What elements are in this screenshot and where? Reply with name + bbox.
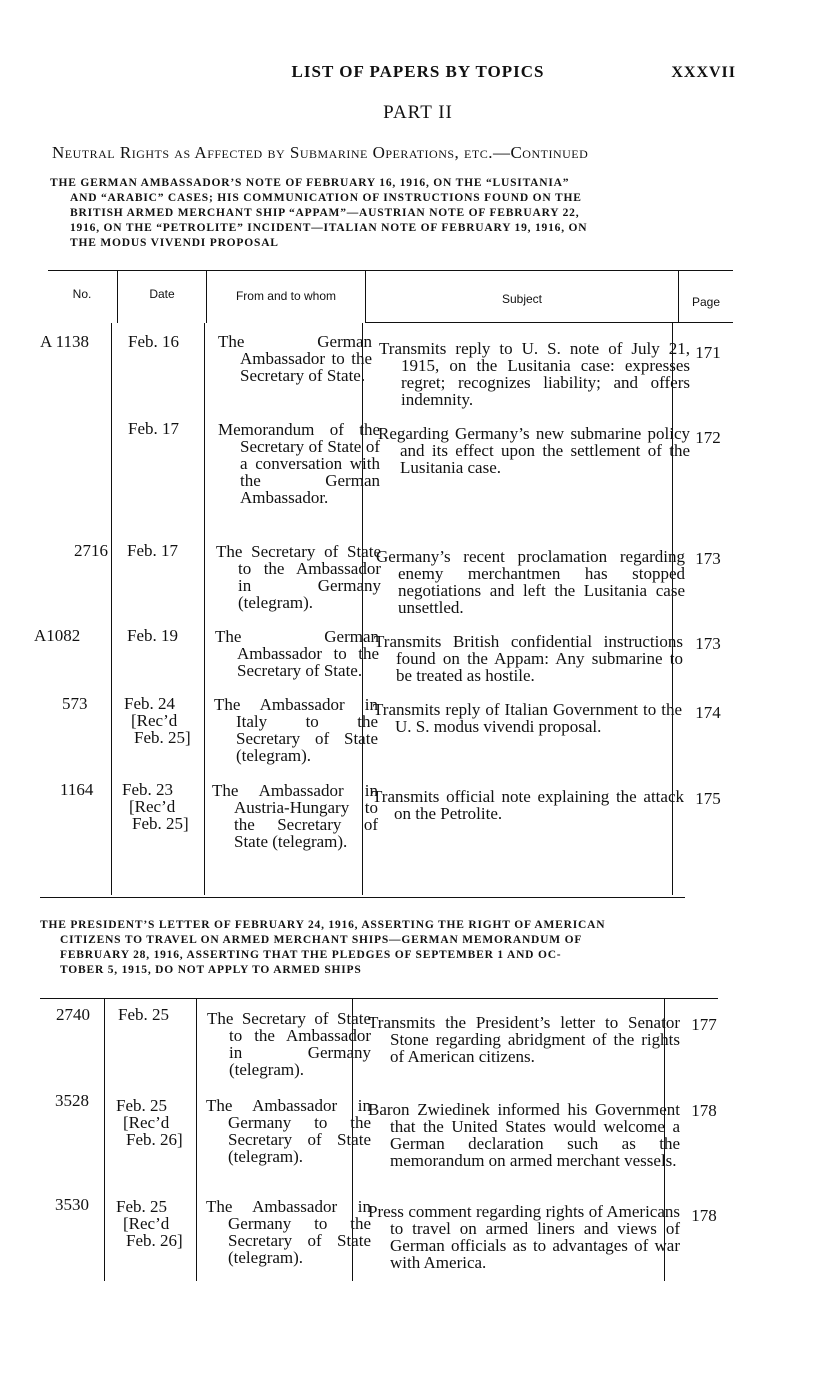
table-col-divider — [111, 323, 112, 895]
row-page: 173 — [695, 634, 721, 653]
received-line: [Rec’d — [123, 1214, 170, 1233]
section-heading-line: THE MODUS VIVENDI PROPOSAL — [70, 237, 279, 249]
row-date: Feb. 19 — [127, 626, 178, 645]
row-subject: Baron Zwiedinek informed his Government that the United States would welcome a German declaration such as the memorandum on armed merchant vessels. — [368, 1100, 680, 1170]
table-rule-top — [40, 998, 718, 999]
row-from: The Ambassador in Germany to the Secretary of State (telegram). — [206, 1096, 371, 1166]
col-header-from: From and to whom — [235, 289, 337, 303]
row-page: 172 — [695, 428, 721, 447]
row-subject: Regarding Germany’s new submarine policy and its effect upon the settlement of the Lusitania case. — [378, 424, 690, 477]
col-header-page: Page — [691, 295, 721, 309]
row-no: 2740 — [56, 1005, 90, 1024]
row-subject: Transmits reply of Italian Government to the U. S. modus vivendi proposal. — [373, 700, 682, 736]
row-from: The Ambassador in Italy to the Secretary of State (telegram). — [214, 695, 378, 765]
table-col-divider — [196, 999, 197, 1281]
topic-heading: Neutral Rights as Affected by Submarine Operations, etc.—Continued — [52, 143, 589, 162]
section-heading-line: BRITISH ARMED MERCHANT SHIP “APPAM”—AUSTRIAN NOTE OF FEBRUARY 22, — [70, 207, 580, 219]
date-line: Feb. 24 — [124, 694, 175, 713]
row-date — [116, 1097, 196, 1148]
col-header-date: Date — [149, 287, 175, 301]
table-rule-top — [48, 270, 733, 271]
row-date: Feb. 16 — [128, 332, 179, 351]
row-date — [122, 781, 202, 832]
received-line: [Rec’d — [131, 711, 178, 730]
section-heading-line: TOBER 5, 1915, DO NOT APPLY TO ARMED SHIPS — [60, 964, 362, 976]
row-no: 573 — [62, 694, 88, 713]
date-line: Feb. 25 — [116, 1197, 167, 1216]
part-heading: PART II — [383, 102, 453, 123]
section-heading-line: THE GERMAN AMBASSADOR’S NOTE OF FEBRUARY 16, 1916, ON THE “LUSITANIA” — [50, 177, 570, 189]
running-title: LIST OF PAPERS BY TOPICS — [291, 62, 545, 81]
row-subject: Transmits official note explaining the attack on the Petrolite. — [372, 787, 684, 823]
row-from: The Secretary of State to the Ambassador in Germany (telegram). — [207, 1009, 371, 1079]
section-heading-line: THE PRESIDENT’S LETTER OF FEBRUARY 24, 1916, ASSERTING THE RIGHT OF AMERICAN — [40, 919, 606, 931]
received-line: [Rec’d — [123, 1113, 170, 1132]
date-line: Feb. 25 — [116, 1096, 167, 1115]
table-rule-bottom — [40, 897, 685, 898]
received-line: Feb. 26] — [126, 1130, 183, 1149]
row-subject: Germany’s recent proclamation regarding enemy merchantmen has stopped negotiations and left the Lusitania case unsettled. — [376, 547, 685, 617]
date-line: Feb. 23 — [122, 780, 173, 799]
page-numeral: XXXVII — [671, 64, 736, 81]
table-col-divider — [104, 999, 105, 1281]
row-from: The Ambassador in Germany to the Secretary of State (telegram). — [206, 1197, 371, 1267]
row-from: The Secretary of State to the Ambassador in Germany (telegram). — [216, 542, 381, 612]
col-header-no: No. — [72, 287, 92, 301]
row-from: The German Ambassador to the Secretary of State. — [215, 627, 379, 680]
row-no: A1082 — [34, 626, 81, 645]
row-no: 2716 — [74, 541, 108, 560]
row-date — [124, 695, 204, 746]
section-heading-line: AND “ARABIC” CASES; HIS COMMUNICATION OF INSTRUCTIONS FOUND ON THE — [70, 192, 582, 204]
row-date: Feb. 25 — [118, 1005, 169, 1024]
col-header-subject: Subject — [501, 292, 543, 306]
section1-heading — [50, 176, 730, 251]
row-date — [116, 1198, 196, 1249]
row-subject: Transmits the President’s letter to Senator Stone regarding abridgment of the rights of American citizens. — [368, 1013, 680, 1066]
row-page: 178 — [691, 1206, 717, 1225]
row-subject: Transmits British confidential instructions found on the Appam: Any submarine to be treated as hostile. — [374, 632, 683, 685]
row-date: Feb. 17 — [127, 541, 178, 560]
row-from: The Ambassador in Austria-Hungary to the Secretary of State (telegram). — [212, 781, 378, 851]
row-page: 174 — [695, 703, 721, 722]
section2-heading — [40, 918, 730, 978]
row-page: 171 — [695, 343, 721, 362]
row-page: 173 — [695, 549, 721, 568]
row-subject: Press comment regarding rights of Americans to travel on armed liners and views of German officials as to advantages of war with America. — [368, 1202, 680, 1272]
section-heading-line: FEBRUARY 28, 1916, ASSERTING THAT THE PLEDGES OF SEPTEMBER 1 AND OC- — [60, 949, 562, 961]
row-no: 3528 — [55, 1091, 89, 1110]
section-heading-line: 1916, ON THE “PETROLITE” INCIDENT—ITALIAN NOTE OF FEBRUARY 19, 1916, ON — [70, 222, 588, 234]
row-page: 175 — [695, 789, 721, 808]
received-line: Feb. 26] — [126, 1231, 183, 1250]
row-no: 3530 — [55, 1195, 89, 1214]
row-no: 1164 — [60, 780, 94, 799]
received-line: [Rec’d — [129, 797, 176, 816]
row-from: The German Ambassador to the Secretary of State. — [218, 332, 372, 385]
received-line: Feb. 25] — [132, 814, 189, 833]
section-heading-line: CITIZENS TO TRAVEL ON ARMED MERCHANT SHIPS—GERMAN MEMORANDUM OF — [60, 934, 583, 946]
table-col-divider — [204, 323, 205, 895]
received-line: Feb. 25] — [134, 728, 191, 747]
row-page: 177 — [691, 1015, 717, 1034]
row-date: Feb. 17 — [128, 419, 179, 438]
row-subject: Transmits reply to U. S. note of July 21, 1915, on the Lusitania case: expresses regret; recognizes liability; and offers indemnity. — [379, 339, 690, 409]
row-page: 178 — [691, 1101, 717, 1120]
row-from: Memorandum of the Secretary of State of a conversation with the German Ambassador. — [218, 420, 380, 507]
row-no: A 1138 — [40, 332, 89, 351]
